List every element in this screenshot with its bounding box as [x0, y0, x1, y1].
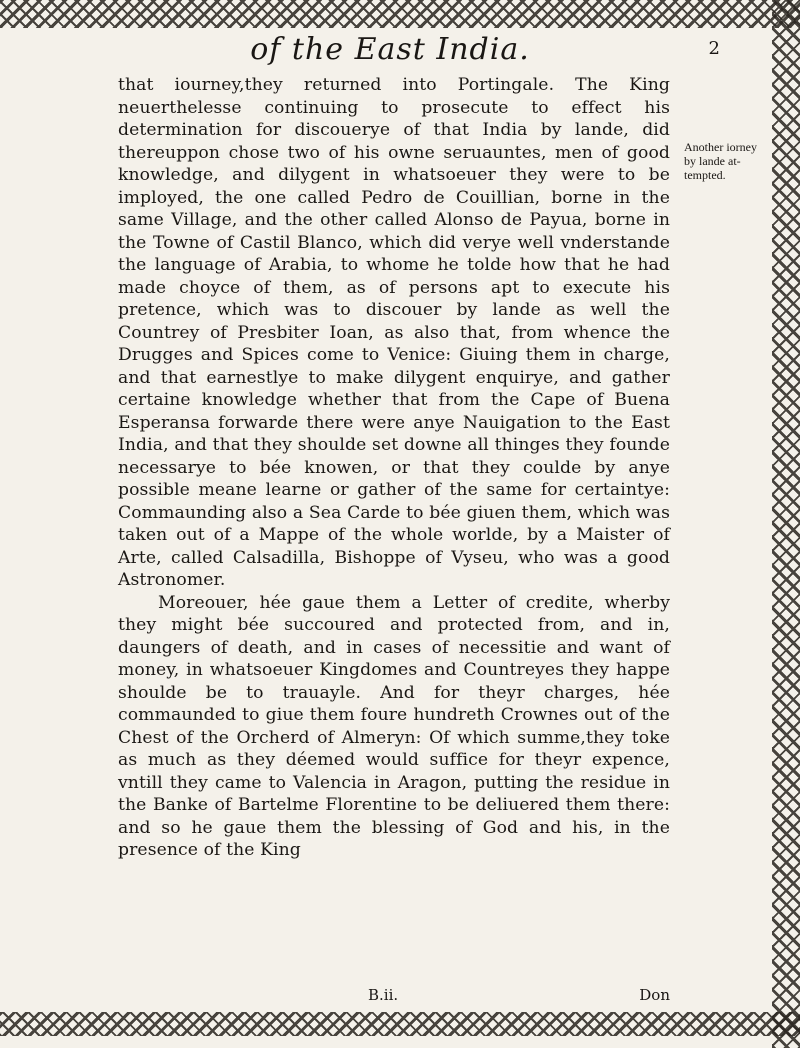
- marginal-note: Another iorney by lande at-tempted.: [684, 140, 757, 182]
- ornamental-border-right: [772, 0, 800, 1048]
- page-footer: [118, 986, 670, 1008]
- page-header: [60, 32, 720, 72]
- ornamental-border-top: [0, 0, 800, 28]
- body-text: [118, 74, 670, 862]
- signature-mark: B.ii.: [368, 986, 399, 1004]
- paragraph: Moreouer, hée gaue them a Letter of credite, wherby they might bée succoured and protected from, and in, daungers of death, and in cases of necessitie and want of money, in whatsoeuer Kingdomes and Countreyes they happe shoulde be to trauayle. And for theyr charges, hée commaunded to giue them foure hundreth Crownes out of the Chest of the Orcherd of Almeryn: Of which summe,they toke as much as they déemed would suffice for theyr expence, vntill they came to Valencia in Aragon, putting the residue in the Banke of Bartelme Florentine to be deliuered them there: and so he gaue them the blessing of God and his, in the presence of the King: [118, 592, 670, 860]
- running-title: of the East India.: [250, 32, 530, 67]
- paragraph: that iourney,they returned into Portingale. The King neuerthelesse continuing to prosecute to effect his determination for discouerye of that India by lande, did thereuppon chose two of his owne seruauntes, men of good knowledge, and dilygent in whatsoeuer they were to be imployed, the one called Pedro de Couillian, borne in the same Village, and the other called Alonso de Payua, borne in the Towne of Castil Blanco, which did verye well vnderstande the language of Arabia, to whome he tolde how that he had made choyce of them, as of persons apt to execute his pretence, which was to discouer by lande as well the Countrey of Presbiter Ioan, as also that, from whence the Drugges and Spices come to Venice: Giuing them in charge, and that earnestlye to make dilygent enquirye, and gather certaine knowledge whether that from the Cape of Buena Esperansa forwarde there were anye Nauigation to the East India, and that they shoulde set downe all thinges they founde necessarye to bée knowen, or that they coulde by anye possible meane learne or gather of the same for certaintye: Commaunding also a Sea Carde to bée giuen them, which was taken out of a Mappe of the whole worlde, by a Maister of Arte, called Calsadilla, Bishoppe of Vyseu, who was a good Astronomer.: [118, 75, 670, 590]
- ornamental-border-bottom: [0, 1012, 800, 1036]
- page-number: 2: [708, 38, 720, 59]
- catchword: Don: [639, 986, 670, 1004]
